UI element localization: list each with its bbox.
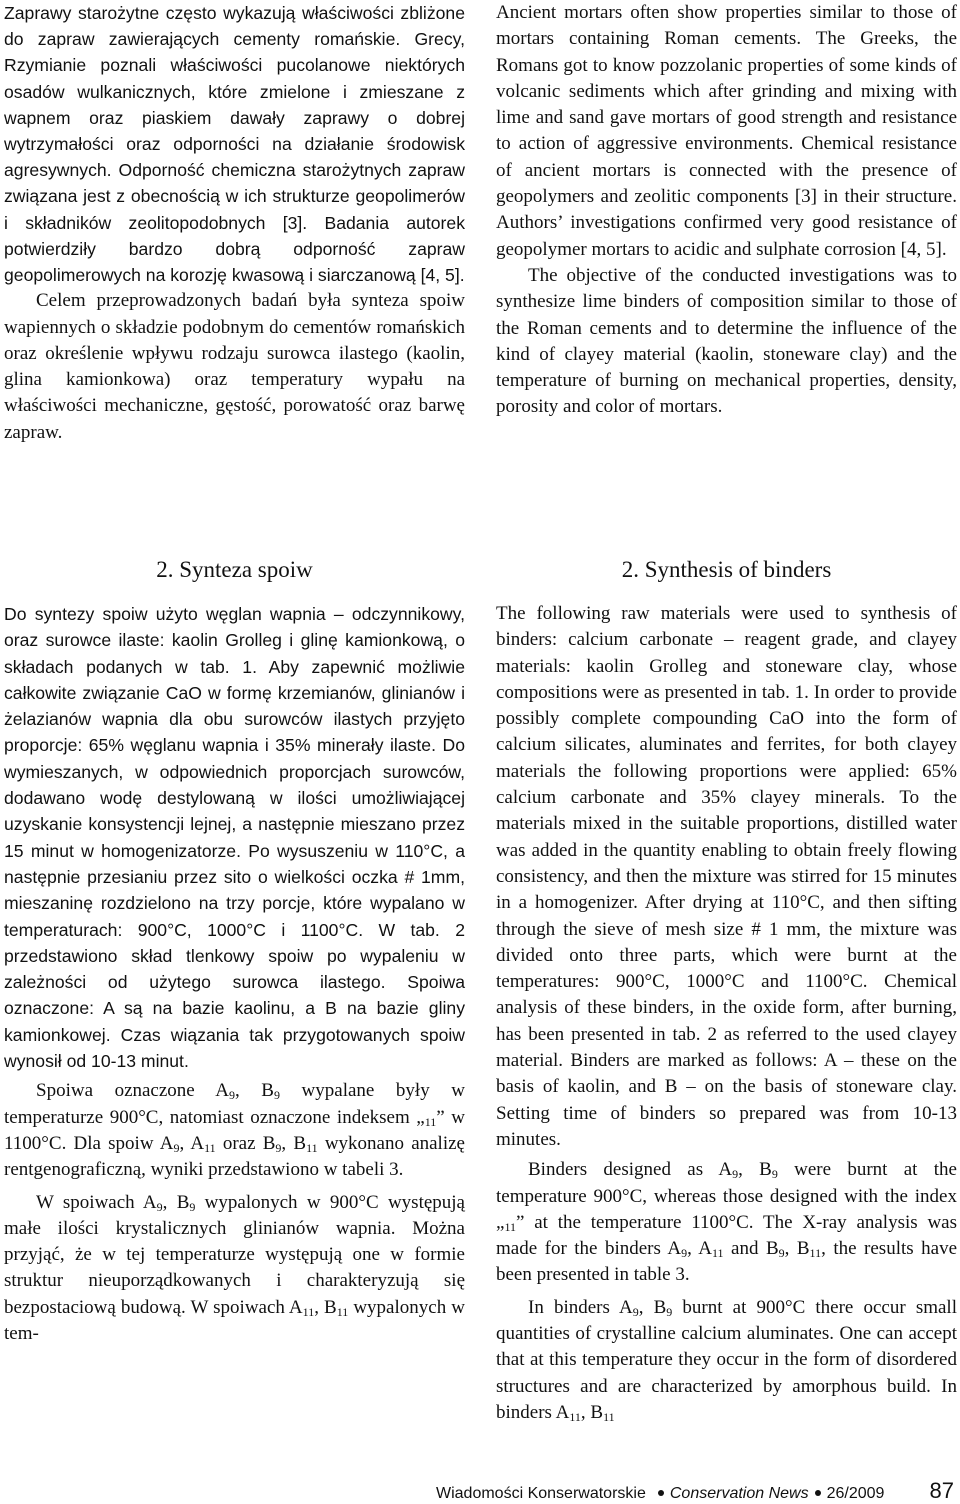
english-intro-paragraph-2: The objective of the conducted investigations was to synthesize lime binders of composition similar to those of the Roman cements and to determine the influence of the kind of clayey material (kaolin, stoneware clay) and the temperature of burning on mechanical properties, density, porosity and color of mortars. [496,264,957,418]
english-section-paragraph-2: Binders designed as $A_9$, $B_9$ were burnt at the temperature 900°C, whereas those designed with the index $„_{11}$” at the temperature 1100°C. The X-ray analysis was made for the binders $A_9$, $A_{11}$ and $B_9$, $B_{11}$, the results have been presented in table 3. [496,1159,957,1286]
polish-section-paragraph-3: W spoiwach $A_9$, $B_9$ wypalonych w 900°C występują małe ilości krystalicznych glinianów wapnia. Można przyjąć, że w tej temperaturze występują one w formie struktur nieuporządkowanych i charakteryzują się bezpostaciową budową. W spoiwach $A_{11}$, $B_{11}$ wypalonych w tem- [4,1191,465,1345]
english-section-body [496,601,957,1426]
polish-section-body [4,601,465,1347]
footer-bullet-icon [815,1490,821,1496]
polish-section-paragraph-2: Spoiwa oznaczone $A_9$, $B_9$ wypalane były w temperaturze 900°C, natomiast oznaczone indeksem $„_{11}$” w 1100°C. Dla spoiw $A_9$, $A_{11}$ oraz $B_9$, $B_{11}$ wykonano analizę rentgenograficzną, wyniki przedstawiono w tabeli 3. [4,1080,465,1181]
polish-intro [4,0,465,446]
english-section-heading: 2. Synthesis of binders [621,557,832,582]
polish-section-heading: 2. Synteza spoiw [156,557,313,582]
english-section-paragraph-3: In binders $A_9$, $B_9$ burnt at 900°C there occur small quantities of crystalline calcium aluminates. One can accept that at this temperature they occur in the form of disordered structures and are characterized by amorphous build. In binders $A_{11}$, $B_{11}$ [496,1296,957,1424]
polish-intro-paragraph-2: Celem przeprowadzonych badań była synteza spoiw wapiennych o składzie podobnym do cementów romańskich oraz określenie wpływu rodzaju surowca ilastego (kaolin, glina kamionkowa) oraz temperatury wypału na właściwości mechaniczne, gęstość, porowatość oraz barwę zapraw. [4,290,465,443]
page-number: 87 [929,1478,954,1503]
polish-intro-paragraph-1: Zaprawy starożytne często wykazują właściwości zbliżone do zapraw zawierających cementy romańskie. Grecy, Rzymianie poznali właściwości pucolanowe niektórych osadów wulkanicznych, które zmielone i zmieszane z wapnem oraz piaskiem dawały zaprawy o dobrej wytrzymałości oraz odporności na działanie środowisk agresywnych. Odporność chemiczna starożytnych zapraw związana jest z obecnością w ich strukturze geopolimerów i składników zeolitopodobnych [3]. Badania autorek potwierdziły bardzo dobrą odporność zapraw geopolimerowych na korozję kwasową i siarczanową [4, 5]. [4,3,465,286]
english-section-paragraph-1: The following raw materials were used to synthesis of binders: calcium carbonate – reagent grade, and clayey materials: kaolin Grolleg and stoneware clay, whose compositions were as presented in tab. 1. In order to provide possibly complete compounding CaO into the form of calcium silicates, aluminates and ferrites, for both clayey materials the following proportions were applied: 65% calcium carbonate and 35% clayey minerals. To the materials mixed in the suitable proportions, distilled water was added in the quantity enabling to obtain freely flowing consistency, and then the mixture was stirred for 15 minutes in a homogenizer. After drying at 110°C, and then sifting through the sieve of mesh size # 1 mm, the mixture was divided onto three parts, which were burnt at the temperatures: 900°C, 1000°C and 1100°C. Chemical analysis of these binders, in the oxide form, after burning, has been presented in tab. 2 as referred to the used clayey material. Binders are marked as follows: A – these on the basis of kaolin, and B – on the basis of stoneware clay. Setting time of binders so prepared was from 10-13 minutes. [496,603,957,1150]
footer-magazine-title: Wiadomości Konserwatorskie [436,1485,646,1502]
polish-section-paragraph-1: Do syntezy spoiw użyto węglan wapnia – odczynnikowy, oraz surowce ilaste: kaolin Grolleg i glinę kamionkową, o składach podanych w tab. 1. Aby zapewnić możliwie całkowite związanie CaO w formę krzemianów, glinianów i żelazianów wapnia dla obu surowców ilastych przyjęto proporcje: 65% węglanu wapnia i 35% minerały ilaste. Do wymieszanych, w odpowiednich proporcjach surowców, dodawano wodę destylowaną w ilości umożliwiającej uzyskanie konsystencji lejnej, a następnie mieszano przez 15 minut w homogenizatorze. Po wysuszeniu w 110°C, a następnie przesianiu przez sito o wielkości oczka # 1mm, mieszaninę rozdzielono na trzy porcje, które wypalano w temperaturach: 900°C, 1000°C i 1100°C. W tab. 2 przedstawiono skład tlenkowy spoiw po wypaleniu w zależności od użytego surowca ilastego. Spoiwa oznaczone: A są na bazie kaolinu, a B na bazie gliny kamionkowej. Czas wiązania tak przygotowanych spoiw wynosił od 10-13 minut. [4,604,465,1072]
english-intro-paragraph-1: Ancient mortars often show properties similar to those of mortars containing Roman cements. The Greeks, the Romans got to know pozzolanic properties of some kinds of volcanic sediments which after grinding and mixing with lime and sand gave mortars of good strength and resistance to action of aggressive environments. Chemical resistance of ancient mortars is connected with the presence of geopolymers and zeolitic components [3] in their structure. Authors’ investigations confirmed very good resistance of geopolymer mortars to acidic and sulphate corrosion [4, 5]. [496,2,957,260]
page-footer [436,1478,954,1504]
footer-english-title: Conservation News [669,1485,809,1502]
footer-issue: 26/2009 [826,1485,885,1502]
english-intro [496,0,957,421]
footer-bullet-icon [658,1490,664,1496]
